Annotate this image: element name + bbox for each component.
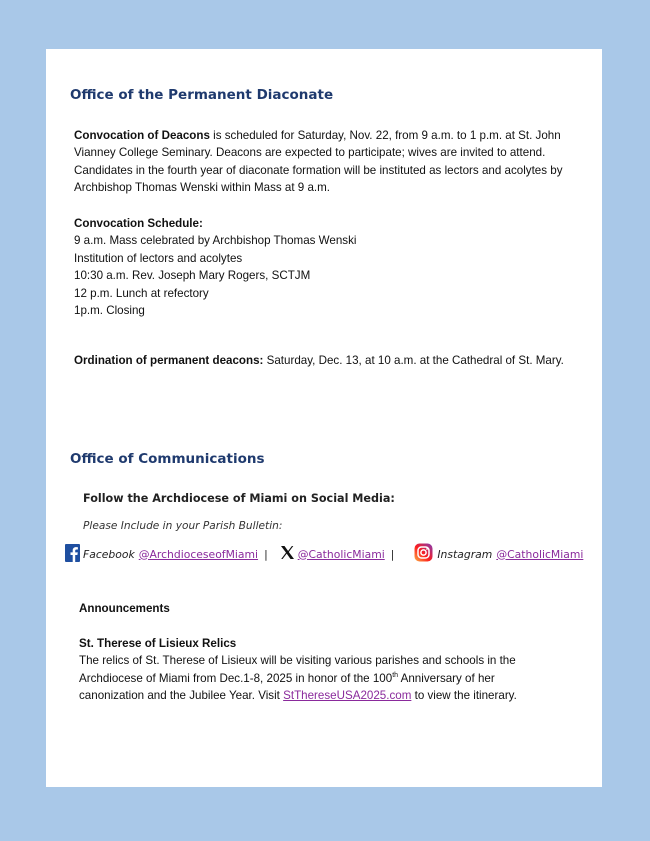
x-handle-link[interactable]: @CatholicMiami <box>297 547 385 561</box>
schedule-item: Institution of lectors and acolytes <box>74 251 243 265</box>
relics-paragraph <box>79 652 559 704</box>
ordination-paragraph <box>74 352 574 369</box>
relics-superscript: th <box>392 671 399 679</box>
ordination-text: Saturday, Dec. 13, at 10 a.m. at the Cathedral of St. Mary. <box>263 354 564 367</box>
facebook-icon <box>65 544 80 565</box>
separator: | <box>390 547 395 561</box>
diaconate-heading: Office of the Permanent Diaconate <box>70 87 334 103</box>
ordination-title: Ordination of permanent deacons: <box>74 354 264 367</box>
schedule-title: Convocation Schedule: <box>74 217 203 230</box>
instagram-handle-link[interactable]: @CatholicMiami <box>496 547 584 561</box>
convocation-paragraph <box>74 127 586 197</box>
schedule-item: 12 p.m. Lunch at refectory <box>74 286 209 300</box>
bulletin-page <box>46 49 602 787</box>
relics-block <box>79 635 559 705</box>
separator: | <box>264 547 268 561</box>
social-links-row <box>65 543 583 565</box>
social-subtitle: Please Include in your Parish Bulletin: <box>83 520 283 532</box>
announcements-title: Announcements <box>79 602 170 615</box>
communications-heading: Office of Communications <box>70 451 265 467</box>
relics-text: to view the itinerary. <box>411 689 517 703</box>
schedule-item: 1p.m. Closing <box>74 304 145 318</box>
convocation-title: Convocation of Deacons <box>74 129 210 142</box>
convocation-text: is scheduled for Saturday, Nov. 22, from 9 a.m. to 1 p.m. at St. John Vianney College Seminary. Deacons are expected to participate; wives are invited to attend. Candidates in the fourth year of diaconate formation will be instituted as lectors and acolytes by Archbishop Thomas Wenski within Mass at 9 a.m. <box>74 129 563 195</box>
x-icon <box>280 545 295 563</box>
relics-itinerary-link[interactable]: StThereseUSA2025.com <box>283 689 412 703</box>
instagram-icon <box>414 543 433 565</box>
schedule-item: 9 a.m. Mass celebrated by Archbishop Thomas Wenski <box>74 234 357 248</box>
schedule-item: 10:30 a.m. Rev. Joseph Mary Rogers, SCTJM <box>74 269 311 283</box>
relics-title: St. Therese of Lisieux Relics <box>79 637 237 650</box>
relics-text: The relics of St. Therese of Lisieux will be visiting various parishes and schools in the Archdiocese of Miami from Dec.1-8, 2025 in honor of the 100 <box>79 654 516 685</box>
social-title: Follow the Archdiocese of Miami on Social Media: <box>83 492 395 505</box>
facebook-label: Facebook <box>83 547 135 561</box>
instagram-label: Instagram <box>437 547 493 561</box>
relics-text: Anniversary of her canonization and the Jubilee Year. Visit <box>79 671 495 703</box>
facebook-handle-link[interactable]: @ArchdioceseofMiami <box>138 547 259 561</box>
schedule-block <box>74 215 586 319</box>
